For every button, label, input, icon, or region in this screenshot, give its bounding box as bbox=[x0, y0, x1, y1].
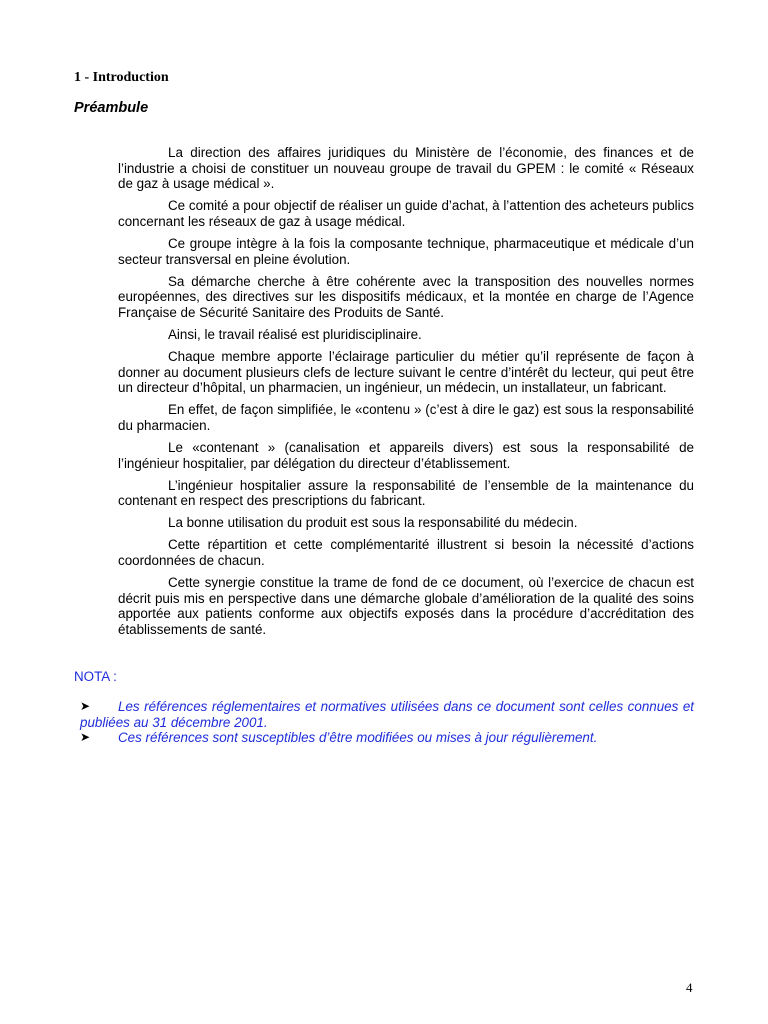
nota-item-text: Ces références sont susceptibles d’être modifiées ou mises à jour régulièrement. bbox=[118, 730, 598, 746]
paragraph: En effet, de façon simplifiée, le «contenu » (c’est à dire le gaz) est sous la responsabilité du pharmacien. bbox=[118, 402, 694, 433]
paragraph: La bonne utilisation du produit est sous la responsabilité du médecin. bbox=[168, 515, 578, 531]
paragraph: Cette synergie constitue la trame de fond de ce document, où l’exercice de chacun est décrit puis mis en perspective dans une démarche globale d’amélioration de la qualité des soins apportée aux patients conforme aux objectifs exposés dans la procédure d’accréditation des établissements de santé. bbox=[118, 575, 694, 637]
body-text bbox=[118, 145, 694, 644]
subsection-title: Préambule bbox=[74, 100, 149, 116]
nota-item bbox=[80, 699, 694, 730]
nota-list bbox=[80, 699, 694, 746]
paragraph: L’ingénieur hospitalier assure la responsabilité de l’ensemble de la maintenance du contenant en respect des prescriptions du fabricant. bbox=[118, 477, 694, 509]
paragraph: Cette répartition et cette complémentarité illustrent si besoin la nécessité d’actions coordonnées de chacun. bbox=[118, 537, 694, 569]
nota-label: NOTA : bbox=[74, 669, 117, 684]
paragraph: Le «contenant » (canalisation et appareils divers) est sous la responsabilité de l’ingénieur hospitalier, par délégation du directeur d’établissement. bbox=[118, 440, 694, 471]
section-title: 1 - Introduction bbox=[74, 70, 169, 85]
paragraph: Sa démarche cherche à être cohérente avec la transposition des nouvelles normes européennes, des directives sur les dispositifs médicaux, et la montée en charge de l’Agence Française de Sécurité Sanitaire des Produits de Santé. bbox=[118, 273, 694, 320]
paragraph: La direction des affaires juridiques du Ministère de l’économie, des finances et de l’industrie a choisi de constituer un nouveau groupe de travail du GPEM : le comité « Réseaux de gaz à usage médical ». bbox=[118, 145, 694, 192]
paragraph: Chaque membre apporte l’éclairage particulier du métier qu’il représente de façon à donner au document plusieurs clefs de lecture suivant le centre d’intérêt du lecteur, qui peut être un directeur d’hôpital, un pharmacien, un ingénieur, un médecin, un installateur, un fabricant. bbox=[118, 349, 694, 396]
paragraph: Ainsi, le travail réalisé est pluridisciplinaire. bbox=[168, 326, 422, 342]
paragraph: Ce comité a pour objectif de réaliser un guide d’achat, à l’attention des acheteurs publics concernant les réseaux de gaz à usage médical. bbox=[118, 198, 694, 229]
nota-item-text: Les références réglementaires et normatives utilisées dans ce document sont celles connues et publiées au 31 décembre 2001. bbox=[80, 699, 694, 730]
page-number: 4 bbox=[686, 980, 693, 995]
arrow-bullet-icon: ➤ bbox=[80, 699, 91, 713]
arrow-bullet-icon: ➤ bbox=[80, 730, 91, 745]
nota-item bbox=[80, 730, 694, 746]
paragraph: Ce groupe intègre à la fois la composante technique, pharmaceutique et médicale d’un secteur transversal en pleine évolution. bbox=[118, 235, 694, 267]
